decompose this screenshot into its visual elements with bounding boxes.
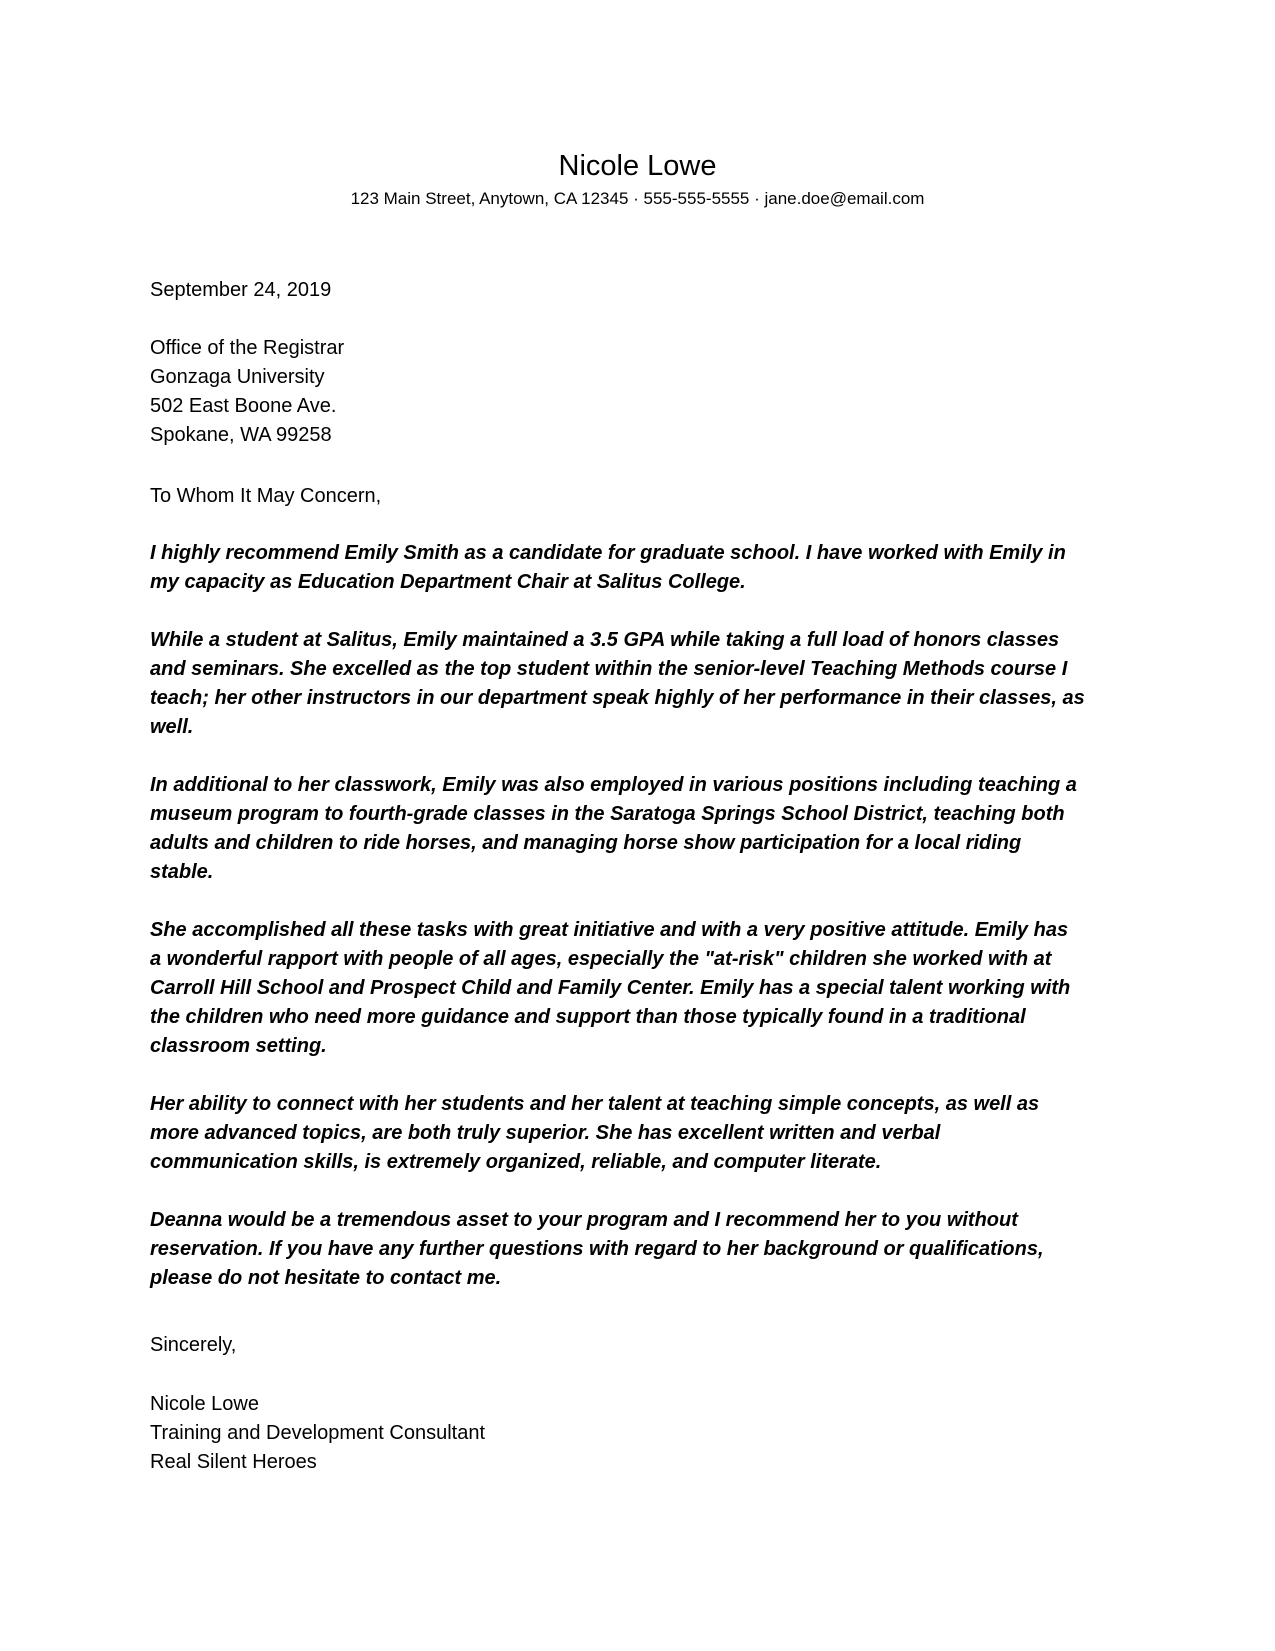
paragraph-line: Carroll Hill School and Prospect Child and Family Center. Emily has a special talent working with — [150, 977, 1071, 999]
signer-title: Training and Development Consultant — [150, 1422, 486, 1444]
letterhead — [0, 148, 1275, 211]
body-paragraph — [150, 1206, 1120, 1293]
paragraph-line: communication skills, is extremely organized, reliable, and computer literate. — [150, 1151, 882, 1173]
paragraph-line: Deanna would be a tremendous asset to your program and I recommend her to you without — [150, 1209, 1018, 1231]
paragraph-line: a wonderful rapport with people of all ages, especially the "at-risk" children she worked with at — [150, 948, 1052, 970]
paragraph-line: well. — [150, 716, 194, 738]
paragraph-line: stable. — [150, 861, 214, 883]
paragraph-line: museum program to fourth-grade classes in the Saratoga Springs School District, teaching both — [150, 803, 1065, 825]
paragraph-line: more advanced topics, are both truly superior. She has excellent written and verbal — [150, 1122, 941, 1144]
paragraph-line: please do not hesitate to contact me. — [150, 1267, 502, 1289]
letter-date: September 24, 2019 — [150, 279, 332, 301]
body-paragraph — [150, 539, 1120, 597]
letter-body — [150, 539, 1120, 1293]
salutation: To Whom It May Concern, — [150, 485, 382, 507]
signer-name: Nicole Lowe — [150, 1393, 259, 1415]
body-paragraph — [150, 1090, 1120, 1177]
closing: Sincerely, — [150, 1334, 237, 1356]
body-paragraph — [150, 916, 1120, 1061]
signer-organization: Real Silent Heroes — [150, 1451, 317, 1473]
sender-contact-line: 123 Main Street, Anytown, CA 12345 · 555-555-5555 · jane.doe@email.com — [350, 189, 925, 208]
paragraph-line: reservation. If you have any further questions with regard to her background or qualifications, — [150, 1238, 1044, 1260]
paragraph-line: and seminars. She excelled as the top student within the senior-level Teaching Methods course I — [150, 658, 1068, 680]
paragraph-line: Her ability to connect with her students and her talent at teaching simple concepts, as well as — [150, 1093, 1040, 1115]
paragraph-line: classroom setting. — [150, 1035, 327, 1057]
paragraph-line: adults and children to ride horses, and managing horse show participation for a local riding — [150, 832, 1022, 854]
paragraph-line: my capacity as Education Department Chair at Salitus College. — [150, 571, 746, 593]
paragraph-line: teach; her other instructors in our department speak highly of her performance in their classes, as — [150, 687, 1085, 709]
paragraph-line: I highly recommend Emily Smith as a candidate for graduate school. I have worked with Emily in — [150, 542, 1066, 564]
body-paragraph — [150, 771, 1120, 887]
recipient-institution: Gonzaga University — [150, 366, 325, 388]
sender-name: Nicole Lowe — [558, 150, 717, 182]
paragraph-line: the children who need more guidance and support than those typically found in a traditional — [150, 1006, 1026, 1028]
signature-block — [150, 1390, 1120, 1477]
body-paragraph — [150, 626, 1120, 742]
recipient-street: 502 East Boone Ave. — [150, 395, 337, 417]
recipient-city-state-zip: Spokane, WA 99258 — [150, 424, 332, 446]
paragraph-line: In additional to her classwork, Emily was also employed in various positions including teaching a — [150, 774, 1077, 796]
paragraph-line: While a student at Salitus, Emily maintained a 3.5 GPA while taking a full load of honors classes — [150, 629, 1060, 651]
paragraph-line: She accomplished all these tasks with great initiative and with a very positive attitude. Emily has — [150, 919, 1069, 941]
recipient-address — [150, 334, 1120, 450]
recipient-office: Office of the Registrar — [150, 337, 345, 359]
